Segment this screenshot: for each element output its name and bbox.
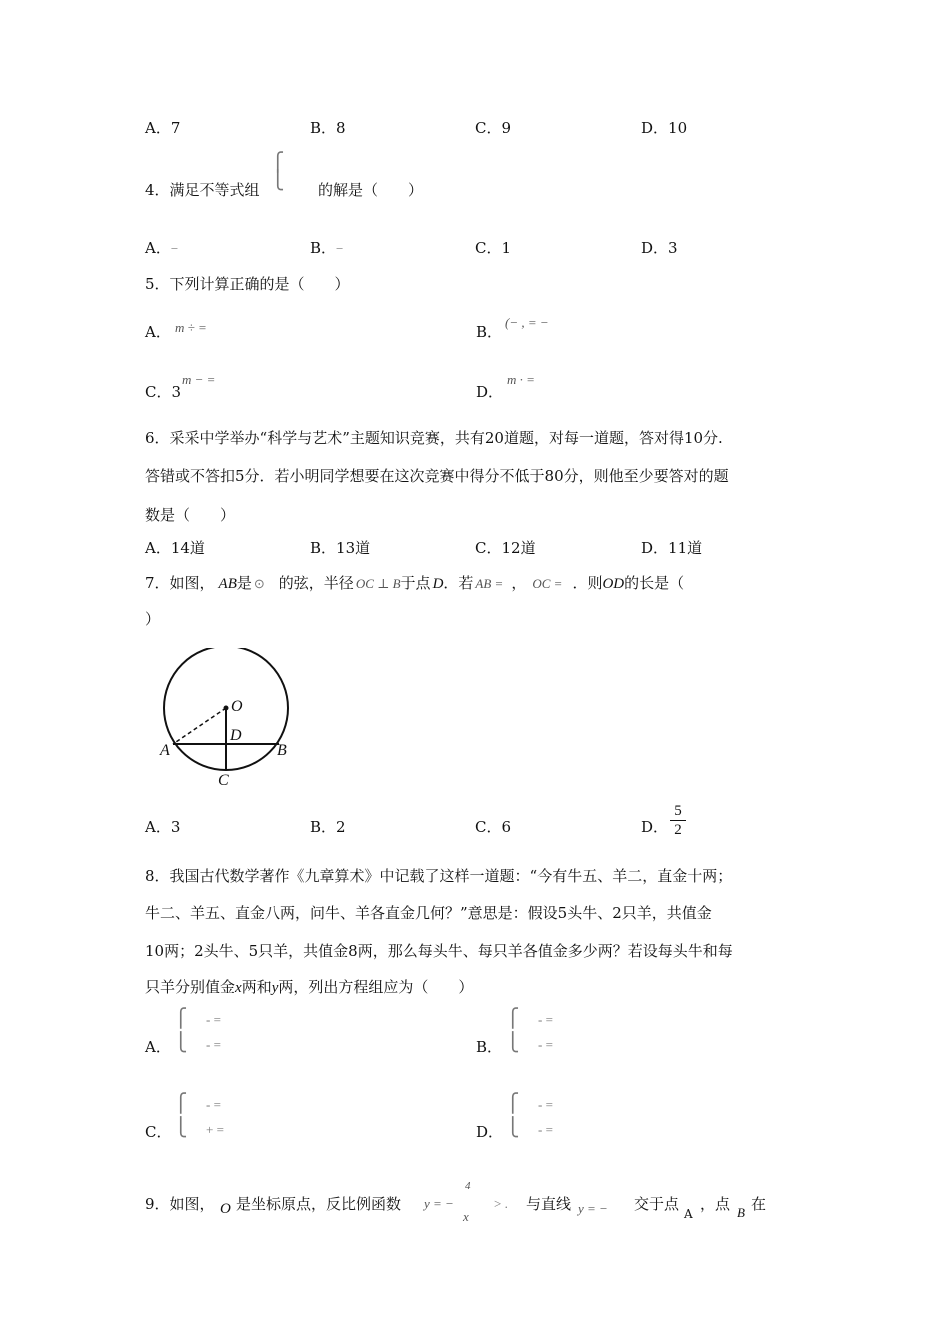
radius-oa-dashed [173,708,226,744]
q9-point-a: A [684,1207,693,1221]
q5-option-b-label: B． [476,323,503,341]
q3-option-a: A．7 [145,119,181,137]
q5-option-c-label: C．3 [145,383,182,401]
q6-option-a: A．14道 [145,539,205,557]
q7-stem: 7．如图， AB是 ⊙ 的弦，半径 OC ⊥ B于点 D．若 AB = ， OC = ．则OD的长是（ [145,574,685,592]
q9-text-2: 与直线 [526,1195,572,1213]
label-a: A [160,742,170,759]
q5-option-a-label: A． [145,323,171,341]
q5-option-a-math: m ÷ = [175,320,207,335]
q3-option-c: C．9 [475,119,512,137]
q9-text-4: ，点 [700,1195,731,1213]
q8-option-d-row-2: - = [538,1122,553,1137]
q5-option-c-math: m − = [182,372,216,387]
q8-option-d-row-1: - = [538,1097,553,1112]
center-point [224,706,229,711]
label-d: D [230,727,242,744]
q8-option-b-row-2: - = [538,1037,553,1052]
q7-option-a: A．3 [145,818,181,836]
q5-option-b-math: (− , = − [505,315,549,330]
q7-option-d-fraction: 5 2 [670,802,686,839]
q4-option-a: A．− [145,239,179,257]
q4-option-b: B．− [310,239,344,257]
q8-option-b-label: B． [476,1038,503,1056]
q7-stem-line-2: ） [145,610,161,628]
q8-option-c-brace-bottom: ⎩ [174,1117,188,1137]
q8-option-c-row-1: - = [206,1097,221,1112]
q8-option-a-brace-bottom: ⎩ [174,1032,188,1052]
q8-option-b-row-1: - = [538,1012,553,1027]
q8-option-d-brace-top: ⎧ [506,1093,520,1113]
q8-option-c-row-2: + = [206,1122,224,1137]
label-c: C [218,772,229,789]
q7-option-d: D． [641,818,669,836]
q9-text-3: 交于点 [634,1195,680,1213]
q8-option-a-row-1: - = [206,1012,221,1027]
q9-text-1: 是坐标原点，反比例函数 [236,1195,402,1213]
q8-line-3: 10两；2头牛、5只羊，共值金8两，那么每头牛、每只羊各值金多少两？若设每头牛和每 [145,942,733,960]
q8-option-c-label: C． [145,1123,172,1141]
q8-line-1: 8．我国古代数学著作《九章算术》中记载了这样一道题：“今有牛五、羊二，直金十两； [145,867,733,885]
q9-function-1: y = − [424,1196,454,1211]
q3-option-b: B．8 [310,119,346,137]
q4-option-d: D．3 [641,239,678,257]
q6-option-c: C．12道 [475,539,536,557]
q8-option-d-label: D． [476,1123,504,1141]
q9-prefix: 9．如图， [145,1195,215,1213]
q8-option-a-brace-top: ⎧ [174,1008,188,1028]
q8-option-a-row-2: - = [206,1037,221,1052]
q6-option-d: D．11道 [641,539,703,557]
q8-option-a-label: A． [145,1038,171,1056]
q8-option-b-brace-top: ⎧ [506,1008,520,1028]
q4-brace-top: ⎧ [271,152,285,172]
q6-line-2: 答错或不答扣5分．若小明同学想要在这次竞赛中得分不低于80分，则他至少要答对的题 [145,467,729,485]
label-b: B [277,742,287,759]
q9-origin-o: O [220,1201,231,1217]
q8-line-2: 牛二、羊五、直金八两，问牛、羊各直金几何？”意思是：假设5头牛、2只羊，共值金 [145,904,712,922]
label-o: O [231,698,243,715]
q5-option-d-math: m · = [507,372,535,387]
circle-figure [150,648,310,793]
q7-option-c: C．6 [475,818,512,836]
q9-text-5: 在 [751,1195,767,1213]
q9-function-2: y = − [578,1201,608,1216]
q8-line-4: 只羊分别值金x两和y两，列出方程组应为（ ） [145,978,474,996]
q5-option-d-label: D． [476,383,504,401]
q4-brace-bottom: ⎩ [271,170,285,190]
q9-point-b: B [737,1205,745,1220]
q4-option-c: C．1 [475,239,512,257]
q8-option-c-brace-top: ⎧ [174,1093,188,1113]
q7-option-b: B．2 [310,818,346,836]
q5-stem: 5．下列计算正确的是（ ） [145,275,350,293]
q4-stem-suffix: 的解是（ ） [318,181,424,199]
q6-option-b: B．13道 [310,539,371,557]
q9-function-1-denominator: x [463,1209,469,1224]
q3-option-d: D．10 [641,119,688,137]
q9-condition: > . [494,1196,508,1211]
q4-stem-prefix: 4．满足不等式组 [145,181,260,199]
q8-option-b-brace-bottom: ⎩ [506,1032,520,1052]
q6-line-3: 数是（ ） [145,506,236,524]
q6-line-1: 6．采采中学举办“科学与艺术”主题知识竞赛，共有20道题，对每一道题，答对得10分. [145,429,723,447]
q8-option-d-brace-bottom: ⎩ [506,1117,520,1137]
q9-function-1-numerator: 4 [465,1180,471,1192]
